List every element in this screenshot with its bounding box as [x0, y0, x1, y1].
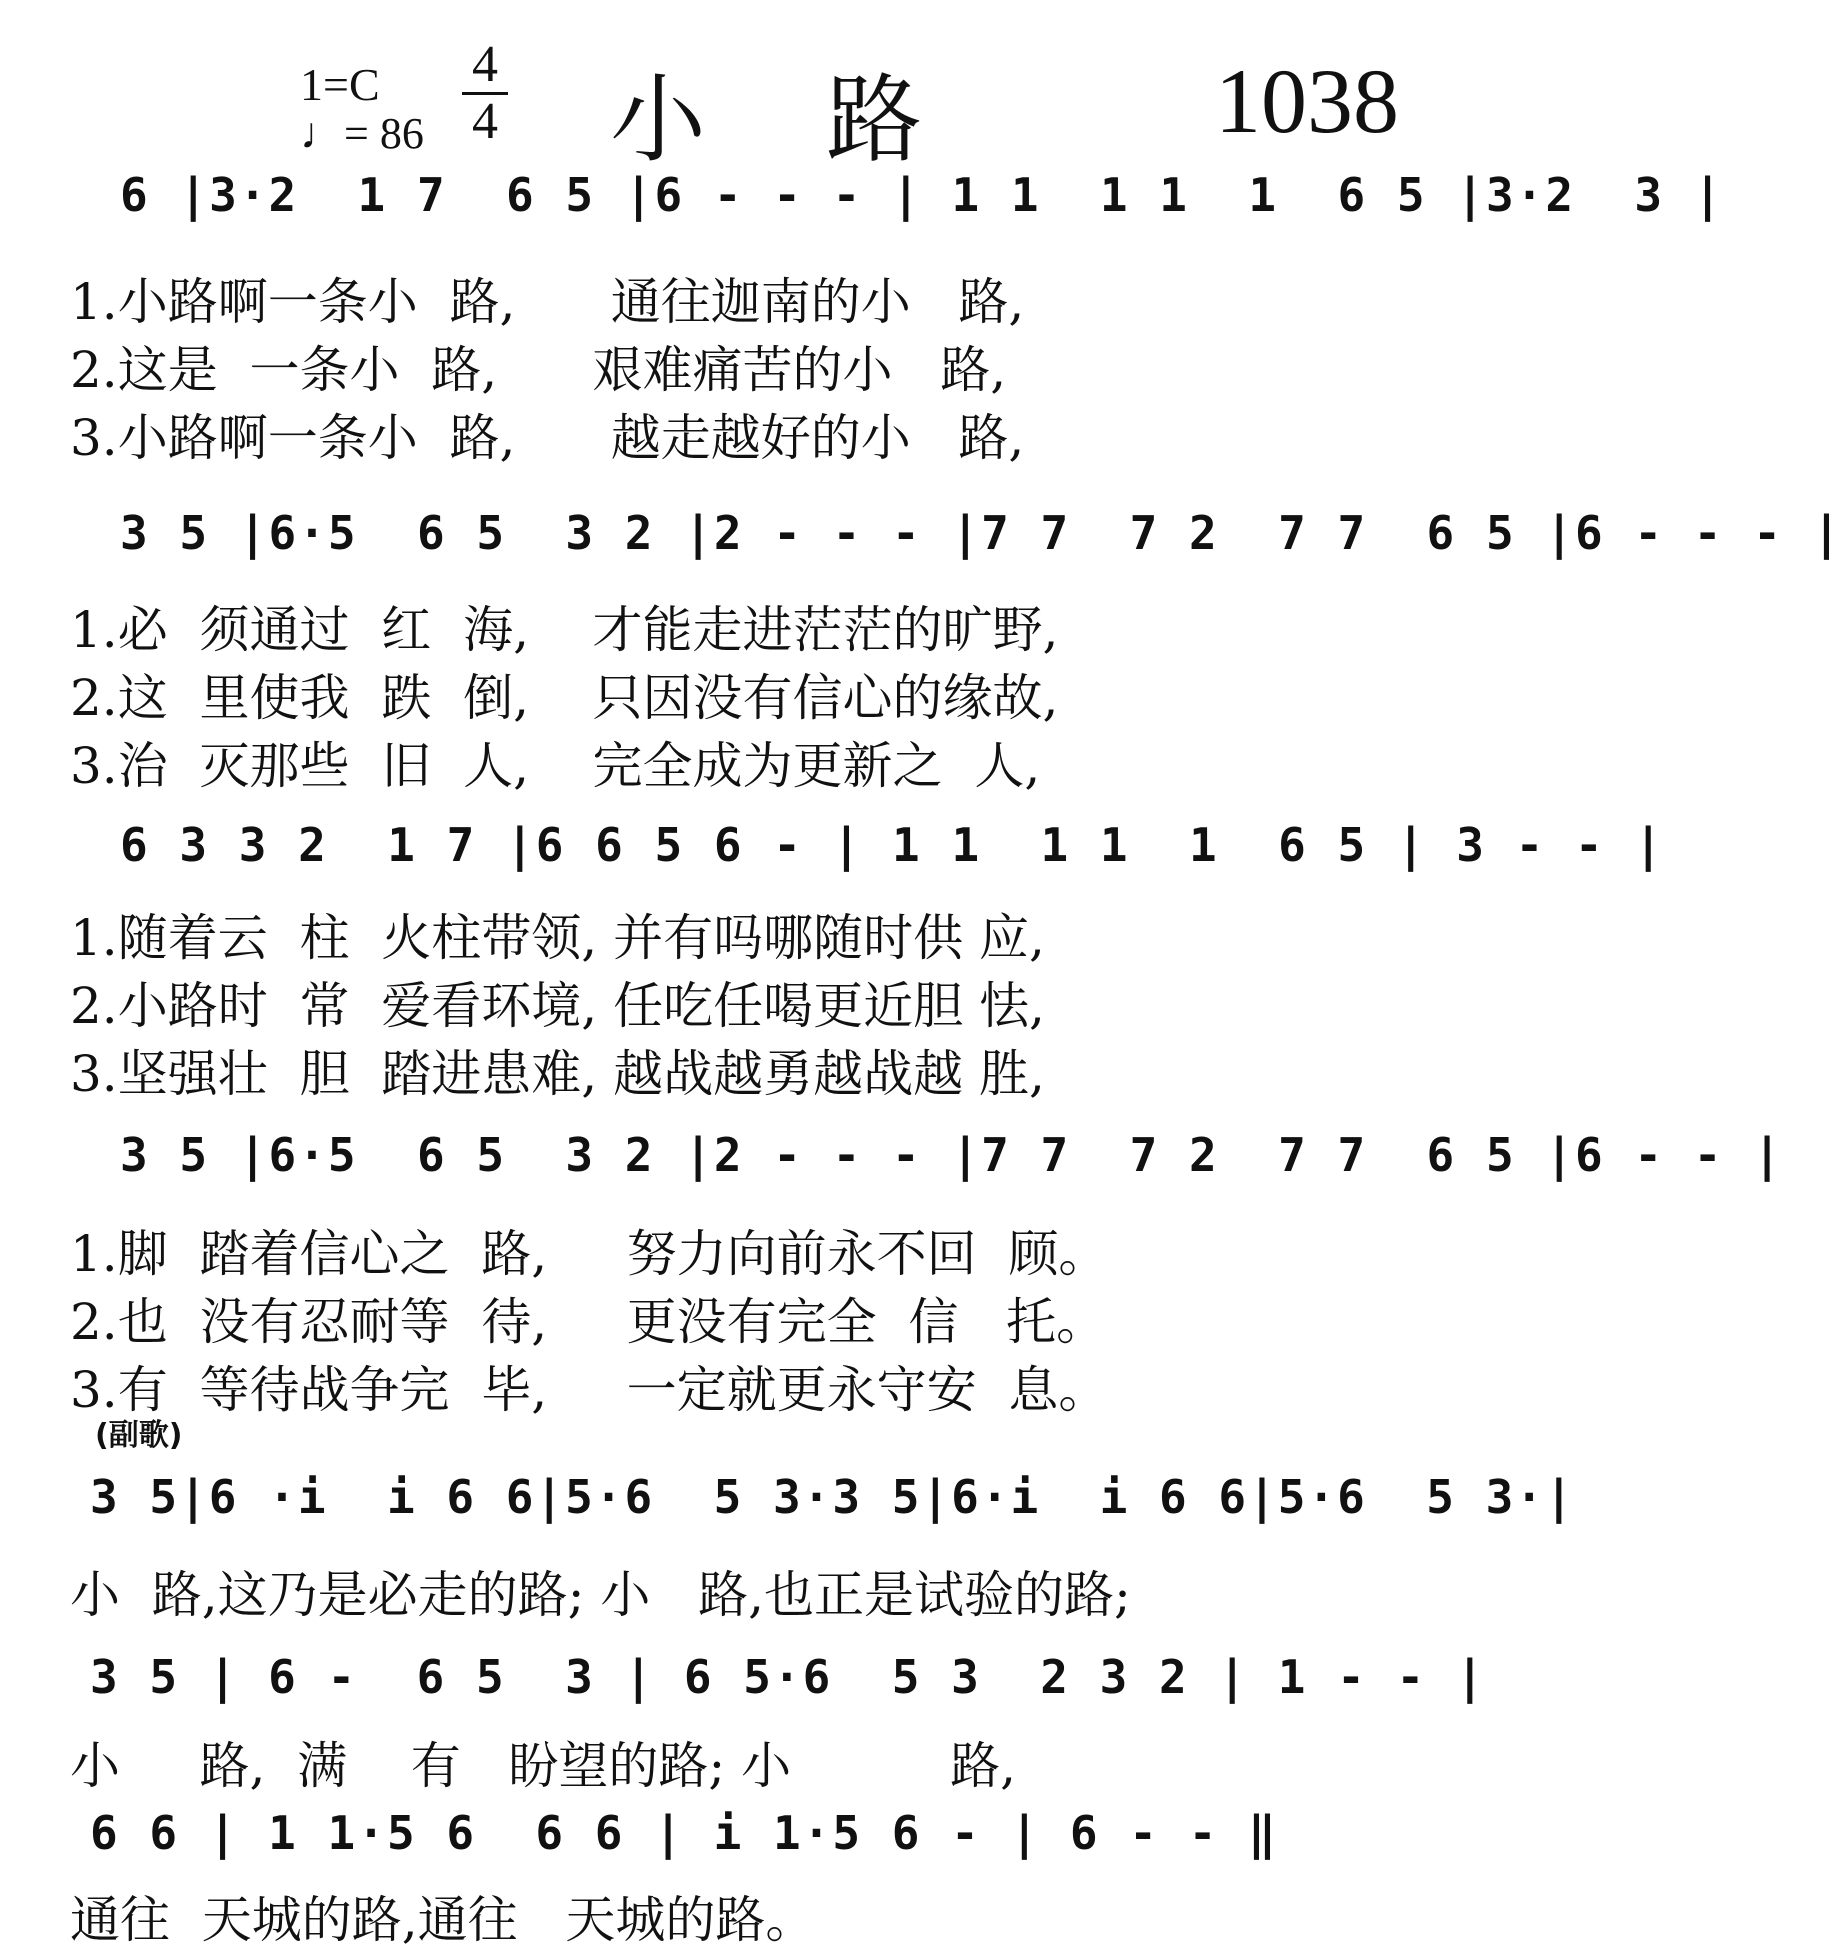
lyric-line: 2.也 没有忍耐等 待, 更没有完全 信 托。 — [70, 1293, 1107, 1351]
lyric-line: 2.这是 一条小 路, 艰难痛苦的小 路, — [70, 341, 1007, 399]
lyric-line: 3.小路啊一条小 路, 越走越好的小 路, — [70, 409, 1025, 467]
lyric-line: 3.治 灭那些 旧 人, 完全成为更新之 人, — [70, 737, 1041, 795]
chorus-notation-line: 6 6 | 1 1·5 6 6 6 | i 1·5 6 - | 6 - - ‖ — [90, 1806, 1278, 1860]
chorus-label: (副歌) — [95, 1418, 183, 1453]
chorus-notation-line: 3 5 | 6 - 6 5 3 | 6 5·6 5 3 2 3 2 | 1 - - | — [90, 1650, 1486, 1704]
lyric-line: 1.随着云 柱 火柱带领, 并有吗哪随时供 应, — [70, 909, 1045, 967]
time-signature-top: 4 — [472, 36, 498, 93]
time-signature — [462, 36, 508, 150]
notation-line-3: 6 3 3 2 1 7 |6 6 5 6 - | 1 1 1 1 1 6 5 | 3 - - | — [120, 818, 1665, 872]
time-signature-bottom: 4 — [472, 93, 498, 150]
tempo-marking: ♩= 86 — [300, 109, 424, 158]
song-title: 小路 — [610, 64, 1042, 176]
notation-line-1: 6 |3·2 1 7 6 5 |6 - - - | 1 1 1 1 1 6 5 |3·2 3 | — [120, 168, 1724, 222]
chorus-lyric-line: 小 路,这乃是必走的路; 小 路,也正是试验的路; — [70, 1566, 1131, 1624]
lyric-line: 3.有 等待战争完 毕, 一定就更永守安 息。 — [70, 1361, 1109, 1419]
lyric-line: 1.脚 踏着信心之 路, 努力向前永不回 顾。 — [70, 1225, 1109, 1283]
lyric-line: 1.必 须通过 红 海, 才能走进茫茫的旷野, — [70, 601, 1059, 659]
chorus-lyric-line: 小 路, 满 有 盼望的路; 小 路, — [70, 1737, 1016, 1795]
chorus-lyric-line: 通往 天城的路,通往 天城的路。 — [70, 1891, 816, 1949]
notation-line-4: 3 5 |6·5 6 5 3 2 |2 - - - |7 7 7 2 7 7 6 5 |6 - - | — [120, 1128, 1783, 1182]
lyric-line: 3.坚强壮 胆 踏进患难, 越战越勇越战越 胜, — [70, 1045, 1045, 1103]
chorus-notation-line: 3 5|6 ·i i 6 6|5·6 5 3·3 5|6·i i 6 6|5·6 5 3·| — [90, 1470, 1575, 1524]
notation-line-2: 3 5 |6·5 6 5 3 2 |2 - - - |7 7 7 2 7 7 6 5 |6 - - - | — [120, 506, 1842, 560]
lyric-line: 2.这 里使我 跌 倒, 只因没有信心的缘故, — [70, 669, 1059, 727]
lyric-line: 1.小路啊一条小 路, 通往迦南的小 路, — [70, 273, 1025, 331]
key-signature: 1=C — [300, 59, 380, 110]
lyric-line: 2.小路时 常 爱看环境, 任吃任喝更近胆 怯, — [70, 977, 1045, 1035]
song-number: 1038 — [1215, 50, 1399, 152]
